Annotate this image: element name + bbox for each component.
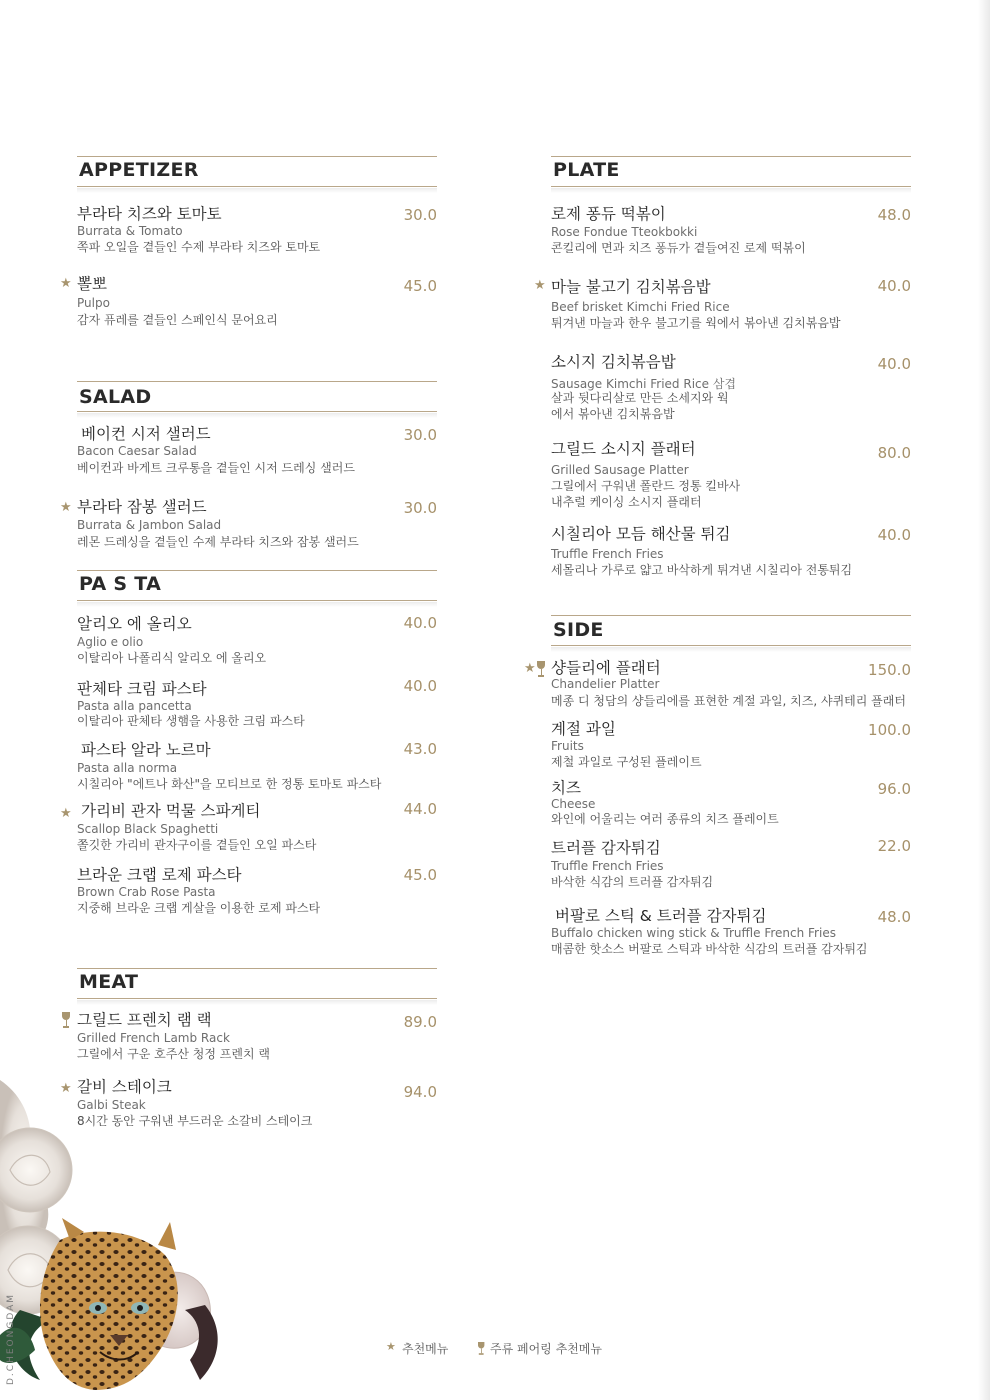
- item-description: 이탈리아 판체타 생햄을 사용한 크림 파스타: [77, 714, 305, 728]
- item-english-name: Fruits: [551, 739, 584, 753]
- item-description: 이탈리아 나폴리식 알리오 에 올리오: [77, 651, 267, 665]
- item-english-name: Pasta alla pancetta: [77, 699, 192, 713]
- item-name: 브라운 크랩 로제 파스타: [77, 866, 242, 884]
- item-name: 갈비 스테이크: [77, 1078, 172, 1096]
- item-name: 샹들리에 플래터: [551, 659, 661, 677]
- item-name: 치즈: [551, 779, 581, 797]
- item-description: 쫄깃한 가리비 관자구이를 곁들인 오일 파스타: [77, 838, 317, 852]
- legend-pairing-label: 주류 페어링 추천메뉴: [490, 1342, 602, 1356]
- item-description: 그릴에서 구운 호주산 청정 프렌치 랙: [77, 1047, 270, 1061]
- wine-glass-icon: [62, 1012, 70, 1028]
- divider: [551, 186, 911, 187]
- item-description: 살과 뒷다리살로 만든 소세지와 웍: [551, 391, 729, 405]
- section-title: PA S TA: [79, 573, 162, 595]
- section-header: [77, 968, 437, 1002]
- item-name: 판체타 크림 파스타: [77, 680, 207, 698]
- star-icon: ★: [386, 1340, 396, 1353]
- item-english-name: Grilled Sausage Platter: [551, 463, 689, 477]
- item-name: 트러플 감자튀김: [551, 839, 661, 857]
- item-english-name: Pulpo: [77, 296, 110, 310]
- item-description: 시칠리아 "에트나 화산"을 모티브로 한 정통 토마토 파스타: [77, 777, 382, 791]
- item-price: 30.0: [403, 426, 437, 444]
- brand-logo-text: D.CHEONGDAM: [6, 1292, 16, 1385]
- item-description: 베이컨과 바게트 크루통을 곁들인 시저 드레싱 샐러드: [77, 461, 355, 475]
- divider: [551, 156, 911, 157]
- page-edge-shadow: [978, 0, 990, 1400]
- item-price: 94.0: [403, 1083, 437, 1101]
- item-english-name: Burrata & Jambon Salad: [77, 518, 222, 532]
- item-english-name: Rose Fondue Tteokbokki: [551, 225, 698, 239]
- item-english-name: Truffle French Fries: [551, 859, 664, 873]
- item-name: 버팔로 스틱 & 트러플 감자튀김: [555, 907, 767, 925]
- wine-glass-icon: [537, 661, 545, 677]
- section-header: [77, 570, 437, 604]
- section-header: [551, 156, 911, 190]
- item-english-name: Brown Crab Rose Pasta: [77, 885, 216, 899]
- star-icon: ★: [60, 1081, 72, 1096]
- section-header: [77, 381, 437, 415]
- item-english-name: Buffalo chicken wing stick & Truffle French Fries: [551, 926, 836, 940]
- item-english-name: Burrata & Tomato: [77, 224, 183, 238]
- item-name: 마늘 불고기 김치볶음밥: [551, 278, 711, 296]
- divider: [77, 600, 437, 601]
- star-icon: ★: [524, 661, 536, 676]
- item-name: 그릴드 프렌치 램 랙: [77, 1011, 212, 1029]
- item-name: 로제 퐁듀 떡볶이: [551, 205, 666, 223]
- item-price: 40.0: [403, 614, 437, 632]
- section-header: [77, 156, 437, 190]
- divider: [77, 156, 437, 157]
- leopard-flower-illustration: [0, 1080, 240, 1400]
- item-price: 40.0: [403, 677, 437, 695]
- item-description: 지중해 브라운 크랩 게살을 이용한 로제 파스타: [77, 901, 321, 915]
- item-english-name: Sausage Kimchi Fried Rice 삼겹: [551, 377, 737, 391]
- item-description: 제철 과일로 구성된 플레이트: [551, 755, 702, 769]
- item-description: 8시간 동안 구워낸 부드러운 소갈비 스테이크: [77, 1114, 313, 1128]
- section-pasta: [60, 570, 437, 915]
- section-side: [524, 615, 911, 956]
- section-title: APPETIZER: [79, 159, 199, 181]
- item-price: 30.0: [403, 206, 437, 224]
- item-price: 40.0: [877, 277, 911, 295]
- item-price: 89.0: [403, 1013, 437, 1031]
- item-english-name: Aglio e olio: [77, 635, 144, 649]
- item-english-name: Cheese: [551, 797, 596, 811]
- section-plate: [534, 156, 911, 577]
- item-price: 40.0: [877, 526, 911, 544]
- item-name: 가리비 관자 먹물 스파게티: [81, 802, 261, 820]
- item-description: 매콤한 핫소스 버팔로 스틱과 바삭한 식감의 트러플 감자튀김: [551, 942, 868, 956]
- item-english-name: Pasta alla norma: [77, 761, 178, 775]
- divider: [77, 186, 437, 187]
- item-name: 그릴드 소시지 플래터: [551, 440, 696, 458]
- item-price: 22.0: [877, 837, 911, 855]
- section-meat: [60, 968, 437, 1128]
- divider: [77, 570, 437, 571]
- item-price: 44.0: [403, 800, 437, 818]
- section-title: MEAT: [79, 971, 139, 993]
- item-english-name: Grilled French Lamb Rack: [77, 1031, 230, 1045]
- item-price: 150.0: [868, 661, 911, 679]
- item-english-name: Bacon Caesar Salad: [77, 444, 197, 458]
- item-english-name: Truffle French Fries: [551, 547, 664, 561]
- section-appetizer: [60, 156, 437, 327]
- item-name: 베이컨 시저 샐러드: [81, 425, 211, 443]
- divider: [551, 645, 911, 646]
- item-description: 그릴에서 구워낸 폴란드 정통 킬바사: [551, 479, 741, 493]
- divider: [77, 968, 437, 969]
- item-price: 45.0: [403, 277, 437, 295]
- star-icon: ★: [60, 806, 72, 821]
- item-name: 알리오 에 올리오: [77, 615, 192, 633]
- item-description: 튀겨낸 마늘과 한우 불고기를 웍에서 볶아낸 김치볶음밥: [551, 316, 841, 330]
- item-price: 96.0: [877, 780, 911, 798]
- item-description: 콘킬리에 면과 치즈 퐁듀가 곁들여진 로제 떡볶이: [551, 241, 806, 255]
- divider: [77, 381, 437, 382]
- item-description: 세몰리나 가루로 얇고 바삭하게 튀겨낸 시칠리아 전통튀김: [551, 563, 853, 577]
- item-description: 레몬 드레싱을 곁들인 수제 부라타 치즈와 잠봉 샐러드: [77, 535, 359, 549]
- item-price: 45.0: [403, 866, 437, 884]
- item-english-name: Galbi Steak: [77, 1098, 146, 1112]
- wine-glass-icon: [478, 1342, 484, 1355]
- item-price: 30.0: [403, 499, 437, 517]
- divider: [77, 411, 437, 412]
- divider: [77, 998, 437, 999]
- item-name: 파스타 알라 노르마: [81, 741, 211, 759]
- item-price: 40.0: [877, 355, 911, 373]
- star-icon: ★: [60, 500, 72, 515]
- item-description: 내추럴 케이싱 소시지 플래터: [551, 495, 702, 509]
- item-price: 43.0: [403, 740, 437, 758]
- item-name: 시칠리아 모듬 해산물 튀김: [551, 525, 731, 543]
- item-description: 메종 디 청담의 샹들리에를 표현한 계절 과일, 치즈, 샤퀴테리 플래터: [551, 694, 906, 708]
- item-name: 뽈뽀: [77, 275, 107, 293]
- legend-recommended-label: 추천메뉴: [402, 1342, 449, 1356]
- item-name: 계절 과일: [551, 720, 616, 738]
- section-title: PLATE: [553, 159, 620, 181]
- item-name: 소시지 김치볶음밥: [551, 353, 676, 371]
- item-name: 부라타 치즈와 토마토: [77, 205, 222, 223]
- item-description: 와인에 어울리는 여러 종류의 치즈 플레이트: [551, 812, 779, 826]
- section-title: SALAD: [79, 386, 152, 408]
- item-description: 에서 볶아낸 김치볶음밥: [551, 407, 675, 421]
- item-price: 48.0: [877, 908, 911, 926]
- section-title: SIDE: [553, 619, 604, 641]
- item-description: 바삭한 식감의 트러플 감자튀김: [551, 875, 714, 889]
- star-icon: ★: [60, 276, 72, 291]
- item-english-name: Scallop Black Spaghetti: [77, 822, 219, 836]
- item-price: 48.0: [877, 206, 911, 224]
- item-price: 80.0: [877, 444, 911, 462]
- star-icon: ★: [534, 278, 546, 293]
- item-description: 감자 퓨레를 곁들인 스페인식 문어요리: [77, 313, 278, 327]
- item-english-name: Chandelier Platter: [551, 677, 660, 691]
- item-english-name: Beef brisket Kimchi Fried Rice: [551, 300, 730, 314]
- item-name: 부라타 잠봉 샐러드: [77, 498, 207, 516]
- divider: [551, 615, 911, 616]
- item-price: 100.0: [868, 721, 911, 739]
- item-description: 쪽파 오일을 곁들인 수제 부라타 치즈와 토마토: [77, 240, 321, 254]
- section-header: [551, 615, 911, 649]
- section-salad: [60, 381, 437, 549]
